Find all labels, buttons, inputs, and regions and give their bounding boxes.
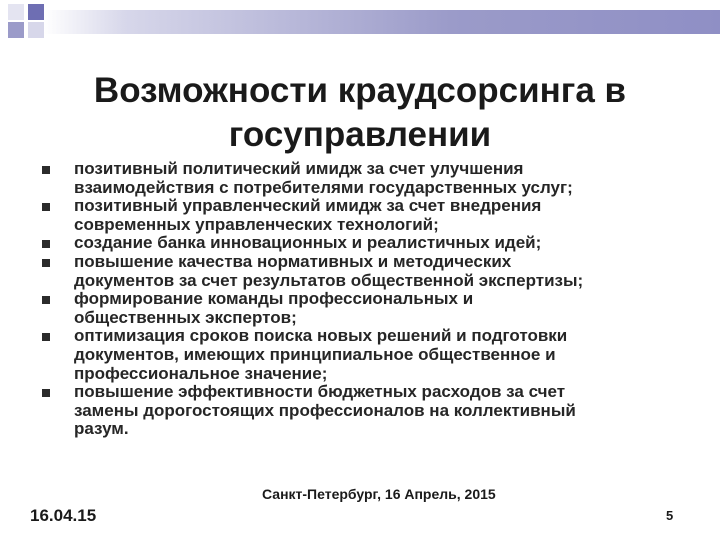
bullet-text-line: взаимодействия с потребителями государственных услуг;: [74, 177, 573, 197]
bullet-text-line: формирование команды профессиональных и: [74, 289, 474, 309]
bullet-text-line: разум.: [74, 419, 129, 439]
square-bullet-icon: [42, 389, 50, 397]
bullet-text-line: документов за счет результатов общественной экспертизы;: [74, 270, 584, 290]
top-gradient-bar: [44, 10, 720, 34]
square-bullet-icon: [42, 296, 50, 304]
title-line: Возможности краудсорсинга в: [93, 71, 627, 111]
bullet-item: [40, 253, 700, 290]
footer-date: 16.04.15: [30, 506, 97, 525]
top-decoration: [0, 0, 720, 40]
bullet-text-line: создание банка инновационных и реалистичных идей;: [74, 233, 542, 253]
bullet-item: [40, 327, 700, 383]
square-bullet-icon: [42, 333, 50, 341]
bullet-text-line: позитивный политический имидж за счет улучшения: [74, 159, 524, 178]
square-bullet-icon: [42, 203, 50, 211]
bullet-item: [40, 383, 700, 439]
bullet-item: [40, 290, 700, 327]
decor-square: [28, 4, 44, 20]
decor-square: [8, 4, 24, 20]
bullet-text-line: профессиональное значение;: [74, 363, 328, 383]
bullet-list: [40, 160, 700, 439]
bullet-text-line: повышение эффективности бюджетных расходов за счет: [74, 382, 566, 402]
bullet-text-line: оптимизация сроков поиска новых решений и подготовки: [74, 326, 568, 346]
square-bullet-icon: [42, 259, 50, 267]
bullet-text-line: замены дорогостоящих профессионалов на коллективный: [74, 400, 576, 420]
footer-location: Санкт-Петербург, 16 Апрель, 2015: [262, 486, 496, 502]
bullet-item: [40, 197, 700, 234]
title-line: госуправлении: [228, 115, 492, 155]
slide-title: [40, 69, 680, 157]
bullet-text-line: современных управленческих технологий;: [74, 214, 439, 234]
bullet-text-line: общественных экспертов;: [74, 307, 297, 327]
square-bullet-icon: [42, 240, 50, 248]
square-bullet-icon: [42, 166, 50, 174]
bullet-text-line: позитивный управленческий имидж за счет внедрения: [74, 196, 542, 216]
bullet-text-line: документов, имеющих принципиальное общественное и: [74, 344, 556, 364]
decor-square: [8, 22, 24, 38]
bullet-item: [40, 160, 700, 197]
bullet-item: [40, 234, 700, 253]
decor-square: [28, 22, 44, 38]
bullet-text-line: повышение качества нормативных и методических: [74, 251, 512, 271]
page-number: 5: [666, 508, 674, 523]
